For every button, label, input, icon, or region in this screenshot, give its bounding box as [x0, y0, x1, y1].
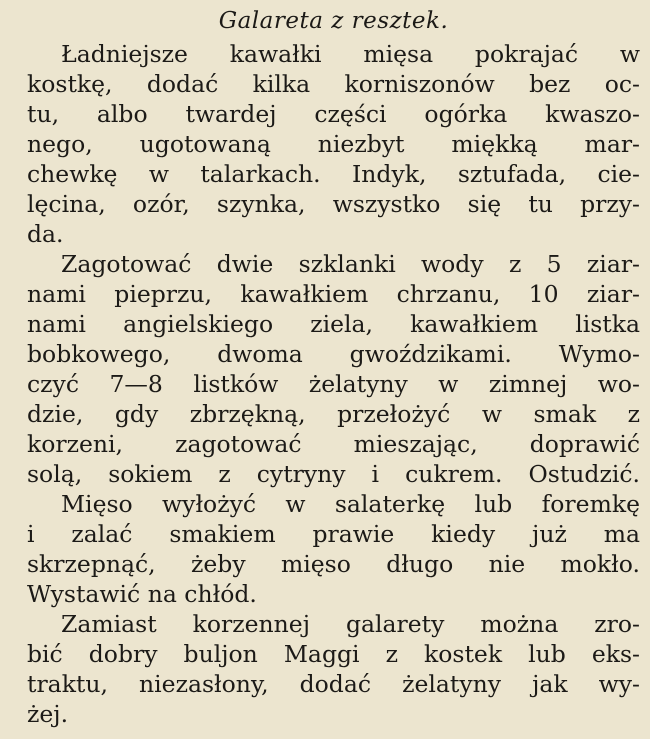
paragraph-alternative [27, 609, 640, 729]
paragraph-ingredients [27, 39, 640, 249]
text-line: żej. [27, 700, 69, 728]
text-line: skrzepnąć, żeby mięso długo nie mokło. [27, 550, 640, 578]
text-line: Zagotować dwie szklanki wody z 5 ziar- [61, 250, 640, 278]
text-line: nego, ugotowaną niezbyt miękką mar- [27, 130, 640, 158]
text-line: Wystawić na chłód. [27, 580, 257, 608]
paragraph-assembly [27, 489, 640, 609]
recipe-title: Galareta z resztek. [218, 8, 449, 34]
text-line: traktu, niezasłony, dodać żelatyny jak wy- [27, 670, 640, 698]
text-line: kostkę, dodać kilka korniszonów bez oc- [27, 70, 640, 98]
text-line: dzie, gdy zbrzękną, przełożyć w smak z [27, 400, 640, 428]
text-line: czyć 7—8 listków żelatyny w zimnej wo- [27, 370, 640, 398]
text-line: chewkę w talarkach. Indyk, sztufada, cie- [27, 160, 640, 188]
text-line: solą, sokiem z cytryny i cukrem. Ostudzić. [27, 460, 640, 488]
text-line: bić dobry buljon Maggi z kostek lub eks- [27, 640, 640, 668]
text-line: bobkowego, dwoma gwoździkami. Wymo- [27, 340, 640, 368]
text-line: lęcina, ozór, szynka, wszystko się tu przy- [27, 190, 640, 218]
text-line: korzeni, zagotować mieszając, doprawić [27, 430, 640, 458]
text-line: Mięso wyłożyć w salaterkę lub foremkę [61, 490, 640, 518]
text-line: Zamiast korzennej galarety można zro- [61, 610, 640, 638]
text-line: i zalać smakiem prawie kiedy już ma [27, 520, 640, 548]
paragraph-broth [27, 249, 640, 489]
text-line: da. [27, 220, 64, 248]
text-line: tu, albo twardej części ogórka kwaszo- [27, 100, 640, 128]
text-line: nami pieprzu, kawałkiem chrzanu, 10 ziar- [27, 280, 640, 308]
text-line: nami angielskiego ziela, kawałkiem listka [27, 310, 640, 338]
text-line: Ładniejsze kawałki mięsa pokrajać w [61, 40, 640, 68]
